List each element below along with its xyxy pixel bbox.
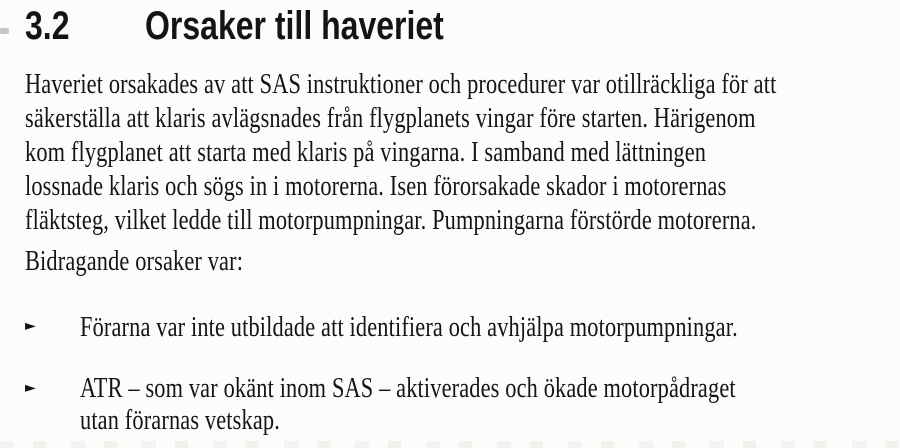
paragraph-line: Haveriet orsakades av att SAS instruktioner och procedurer var otillräckliga för att	[25, 68, 777, 100]
bullet-arrow-icon: ►	[25, 380, 36, 396]
bullet-text-line: Förarna var inte utbildade att identifiera och avhjälpa motorpumpningar.	[80, 311, 738, 343]
paragraph-line: lossnade klaris och sögs in i motorerna. Isen förorsakade skador i motorernas	[25, 170, 727, 202]
lead-paragraph	[25, 67, 900, 237]
paragraph-line: säkerställa att klaris avlägsnades från flygplanets vingar före starten. Härigenom	[25, 102, 756, 134]
bullet-text	[80, 310, 900, 344]
section-number: 3.2	[25, 4, 70, 48]
scan-bottom-noise	[0, 441, 900, 448]
bullet-arrow-icon: ►	[25, 318, 36, 334]
bullet-text-line: ATR – som var okänt inom SAS – aktiverades och ökade motorpådraget	[80, 372, 736, 404]
bullet-text	[80, 372, 900, 436]
paragraph-line: fläktsteg, vilket ledde till motorpumpningar. Pumpningarna förstörde motorerna.	[25, 204, 757, 236]
section-heading	[0, 4, 900, 52]
bullet-text-line: utan förarnas vetskap.	[80, 404, 280, 436]
subheading: Bidragande orsaker var:	[25, 245, 244, 277]
bullet-item	[25, 310, 900, 344]
section-title: Orsaker till haveriet	[145, 4, 444, 48]
paragraph-line: kom flygplanet att starta med klaris på vingarna. I samband med lättningen	[25, 136, 707, 168]
bullet-item	[25, 372, 900, 436]
